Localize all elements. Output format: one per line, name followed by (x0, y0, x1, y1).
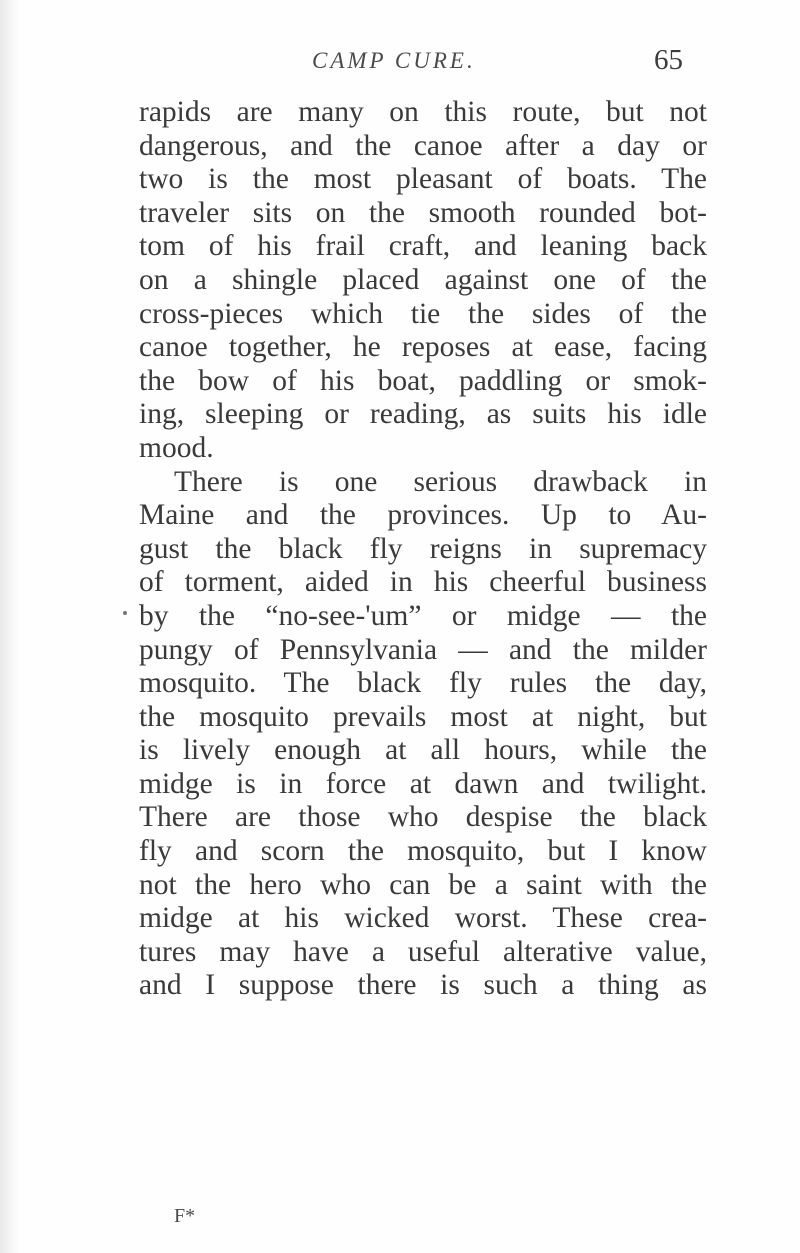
paragraph-1 (139, 96, 707, 466)
text-line: There are those who despise the black (139, 801, 707, 834)
text-line: Maine and the provinces. Up to Au- (139, 499, 707, 532)
text-line: traveler sits on the smooth rounded bot- (139, 196, 707, 229)
text-line: and I suppose there is such a thing as (139, 969, 707, 1002)
text-line: tom of his frail craft, and leaning back (139, 230, 707, 263)
page-number: 65 (654, 44, 683, 76)
text-line: There is one serious drawback in (174, 465, 707, 498)
text-line: on a shingle placed against one of the (139, 263, 707, 296)
running-head (0, 44, 800, 84)
text-line: tures may have a useful alterative value, (139, 935, 707, 968)
text-line: of torment, aided in his cheerful business (139, 566, 707, 599)
running-head-title: CAMP CURE. (312, 48, 476, 73)
text-line: cross-pieces which tie the sides of the (139, 297, 707, 330)
text-line: two is the most pleasant of boats. The (139, 163, 707, 196)
text-line: midge is in force at dawn and twilight. (139, 767, 707, 800)
paragraph-2 (139, 466, 707, 1004)
text-line: the mosquito prevails most at night, but (139, 700, 707, 733)
text-line: mood. (139, 431, 214, 464)
text-line: the bow of his boat, paddling or smok- (139, 364, 707, 397)
text-line: by the “no-see-'um” or midge — the (139, 599, 707, 632)
text-line: midge at his wicked worst. These crea- (139, 902, 707, 935)
text-line: canoe together, he reposes at ease, facing (139, 331, 707, 364)
text-line: is lively enough at all hours, while the (139, 734, 707, 767)
text-line: gust the black fly reigns in supremacy (139, 532, 707, 565)
text-line: mosquito. The black fly rules the day, (139, 667, 707, 700)
signature-mark: F* (174, 1205, 196, 1227)
text-line: rapids are many on this route, but not (139, 96, 707, 128)
text-line: dangerous, and the canoe after a day or (139, 129, 707, 162)
gutter-shadow (0, 0, 18, 1253)
text-line: ing, sleeping or reading, as suits his idle (139, 398, 707, 431)
text-line: not the hero who can be a saint with the (139, 868, 707, 901)
text-line: fly and scorn the mosquito, but I know (139, 835, 707, 868)
stray-ink-dot (123, 611, 127, 615)
text-line: pungy of Pennsylvania — and the milder (139, 633, 707, 666)
body-text (139, 96, 707, 1003)
